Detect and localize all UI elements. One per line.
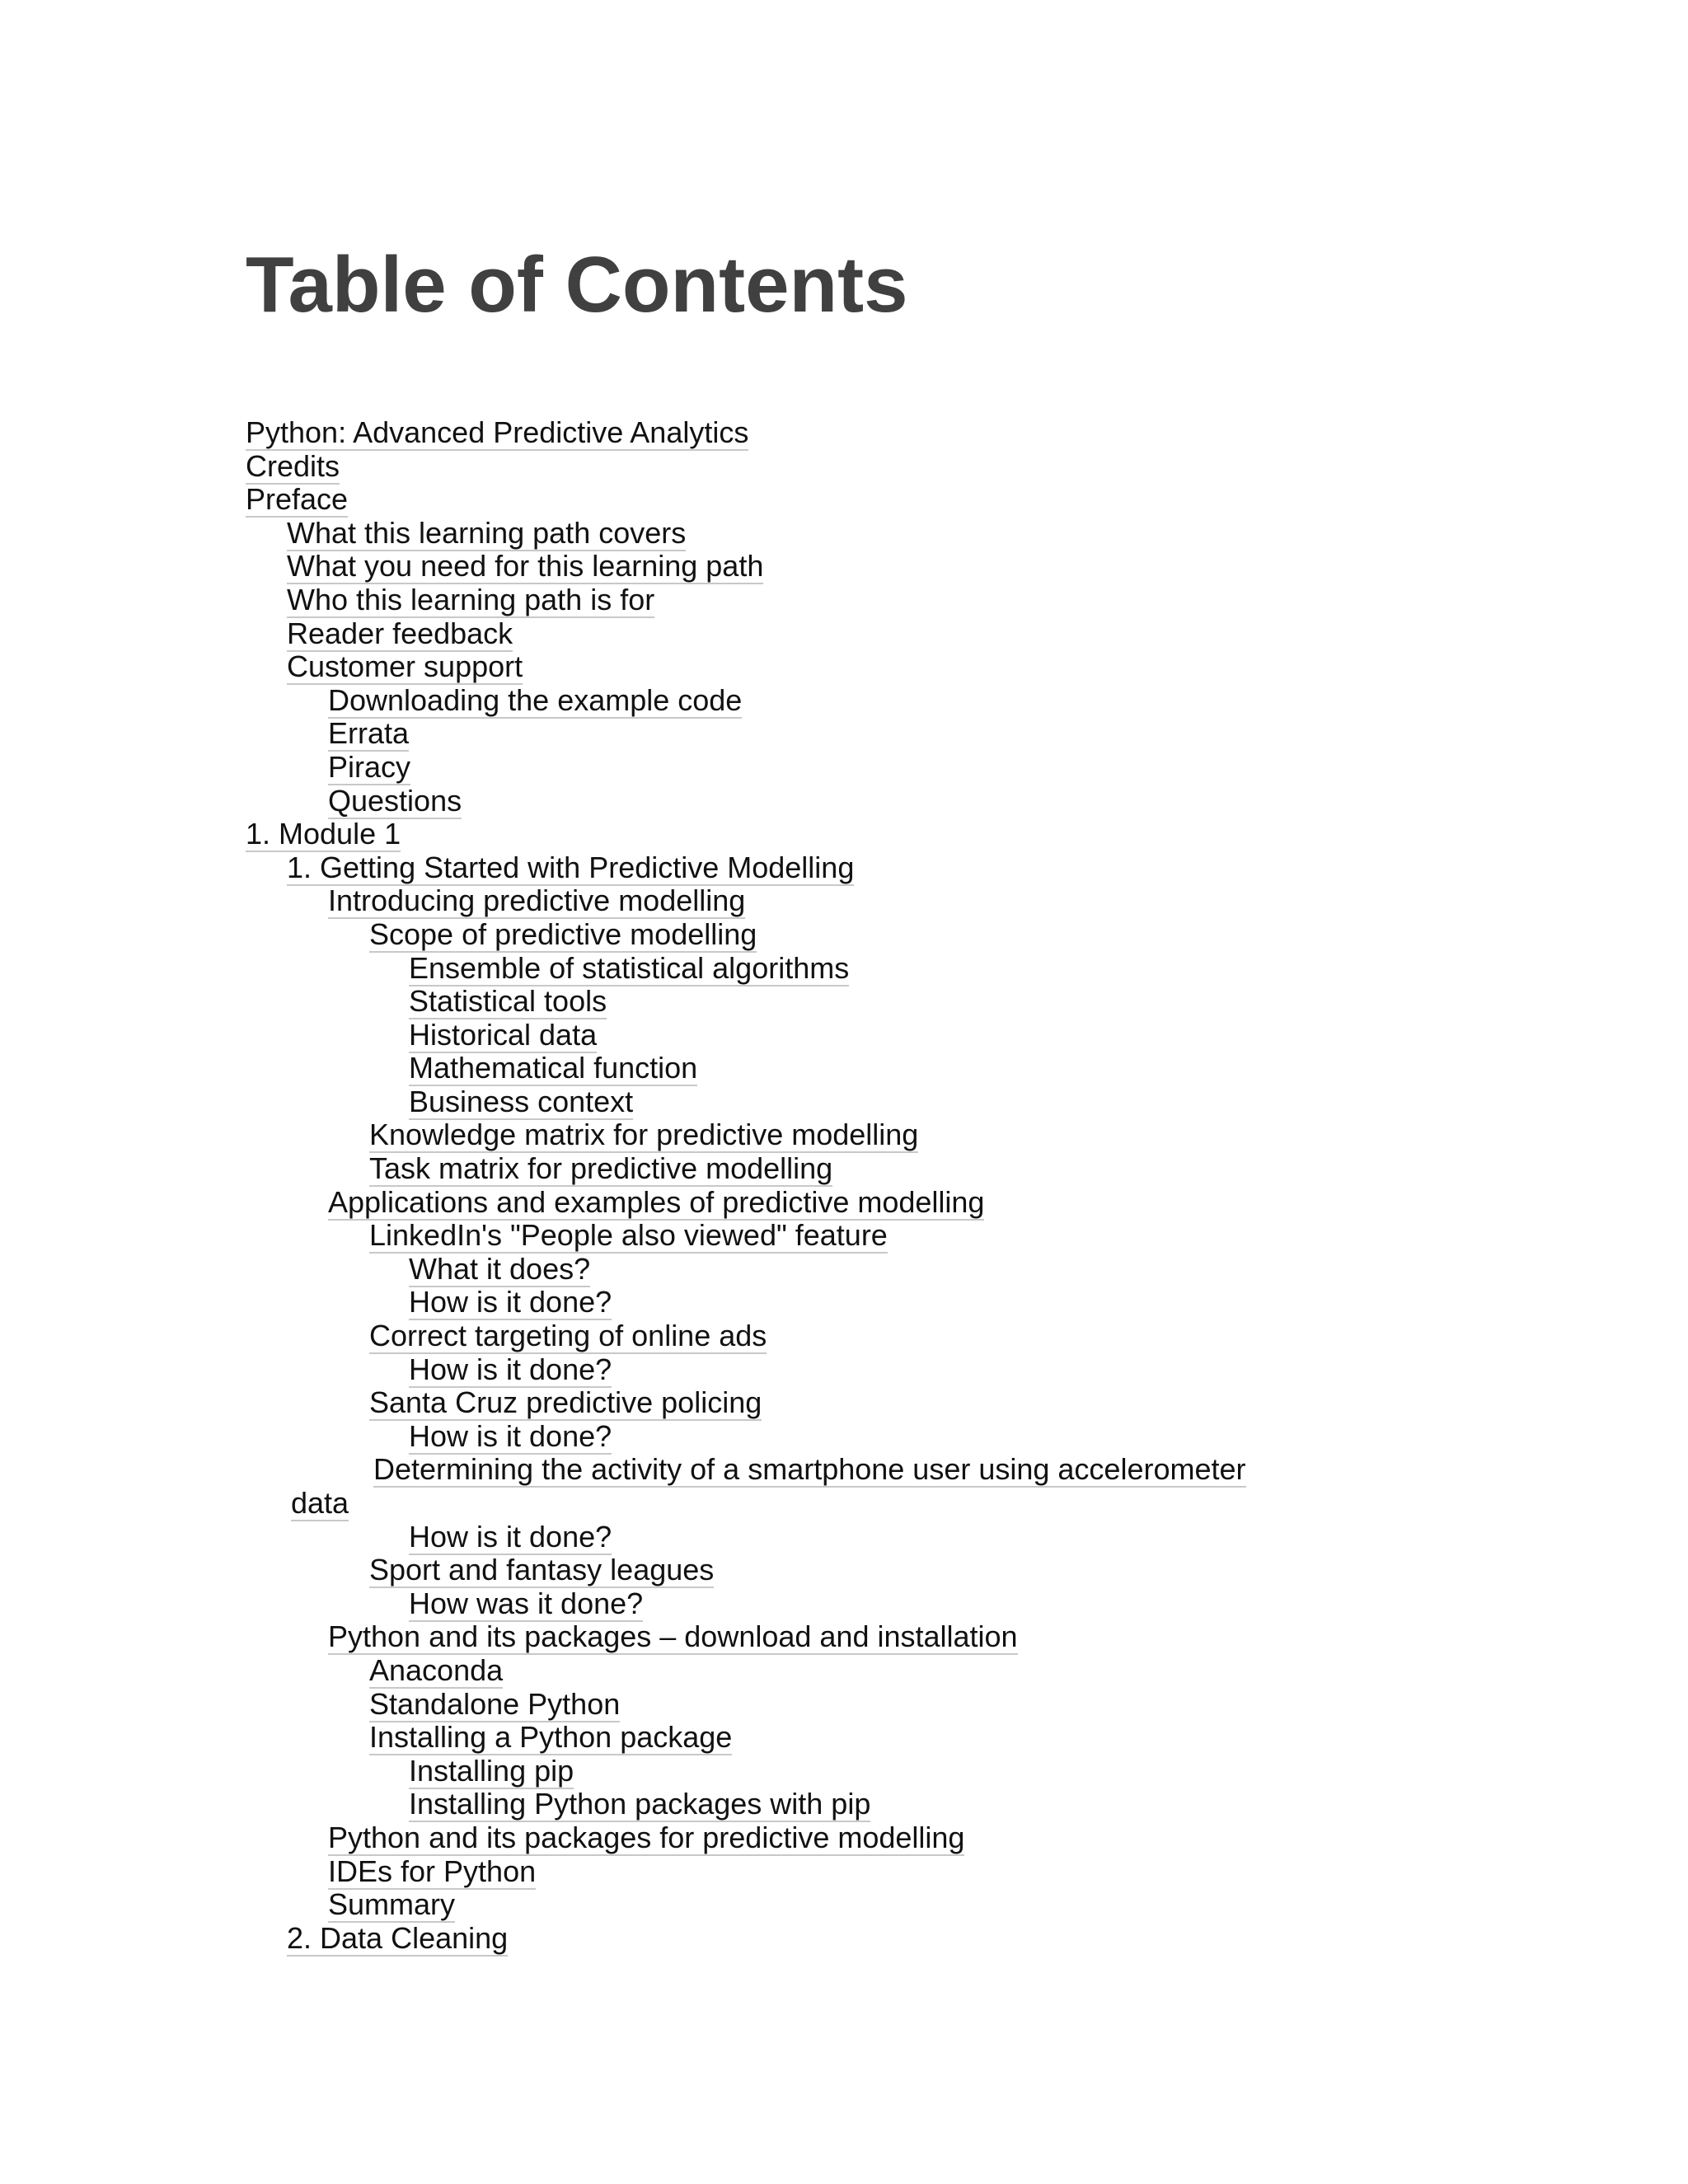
toc-entry [246,1085,1400,1119]
toc-entry [246,416,1400,450]
toc-link[interactable]: Sport and fantasy leagues [369,1553,715,1587]
toc-link[interactable]: Python and its packages for predictive modelling [328,1820,965,1854]
toc-entry [246,1052,1400,1085]
toc-link[interactable]: What you need for this learning path [287,549,764,583]
toc-link[interactable]: Installing pip [409,1753,574,1788]
toc-link[interactable]: Preface [246,482,349,517]
toc-entry [246,1319,1400,1353]
toc-link[interactable]: Installing Python packages with pip [409,1787,871,1821]
toc-link[interactable]: Historical data [409,1017,598,1052]
toc-link[interactable]: Ensemble of statistical algorithms [409,950,850,985]
toc-entry [246,985,1400,1019]
toc-link[interactable]: How was it done? [409,1586,644,1620]
toc-entry [246,1587,1400,1621]
toc-link[interactable]: Scope of predictive modelling [369,916,757,951]
toc-link[interactable]: Anaconda [369,1652,504,1687]
toc-link[interactable]: IDEs for Python [328,1854,537,1888]
toc-link[interactable]: 1. Module 1 [246,817,401,851]
toc-link[interactable]: Piracy [328,749,411,784]
toc-link[interactable]: Standalone Python [369,1686,621,1721]
toc-entry [246,918,1400,952]
toc-link[interactable]: Who this learning path is for [287,582,655,616]
toc-entry [246,650,1400,684]
toc-link[interactable]: Task matrix for predictive modelling [369,1151,833,1186]
toc-entry [246,1253,1400,1286]
toc-link[interactable]: 2. Data Cleaning [287,1920,509,1955]
toc-link[interactable]: Business context [409,1084,634,1118]
toc-entry [246,517,1400,551]
toc-link[interactable]: Customer support [287,649,523,684]
toc-entry [246,684,1400,718]
toc-entry [246,1721,1400,1755]
toc-entry [246,617,1400,651]
toc-entry [246,1219,1400,1253]
toc-entry [246,550,1400,583]
toc-link[interactable]: Mathematical function [409,1051,698,1085]
toc-link[interactable]: Correct targeting of online ads [369,1319,767,1353]
toc-link[interactable]: Applications and examples of predictive modelling [328,1184,985,1219]
toc-entry [246,1521,1400,1554]
toc-entry [246,450,1400,484]
toc-link[interactable]: How is it done? [409,1418,612,1453]
toc-link[interactable]: Downloading the example code [328,682,743,717]
toc-link[interactable]: How is it done? [409,1352,612,1386]
toc-entry [246,1620,1400,1654]
toc-link[interactable]: Statistical tools [409,984,607,1019]
toc-entry-wrap [246,1453,1309,1520]
toc-entry [246,1821,1400,1855]
toc-entry [246,884,1400,918]
toc-link[interactable]: Credits [246,448,340,483]
toc-entry [246,1420,1400,1454]
toc-link[interactable]: LinkedIn's "People also viewed" feature [369,1218,888,1253]
toc-entry [246,1755,1400,1788]
toc-link[interactable]: How is it done? [409,1285,612,1319]
toc-link[interactable]: Santa Cruz predictive policing [369,1385,762,1420]
toc-link[interactable]: Errata [328,716,410,751]
toc-link[interactable]: Introducing predictive modelling [328,883,746,918]
toc-list [246,416,1400,1955]
toc-entry [246,1118,1400,1152]
toc-entry [246,1353,1400,1387]
toc-link[interactable]: Python and its packages – download and installation [328,1619,1018,1654]
toc-entry [246,1554,1400,1587]
toc-entry [246,952,1400,986]
toc-entry [246,1922,1400,1956]
toc-entry [246,717,1400,751]
toc-entry [246,751,1400,785]
page-title: Table of Contents [246,241,908,329]
toc-link[interactable]: Knowledge matrix for predictive modelling [369,1118,919,1152]
toc-entry [246,1888,1400,1922]
toc-link[interactable]: Summary [328,1887,456,1922]
toc-entry [246,1186,1400,1220]
toc-link[interactable]: What this learning path covers [287,515,687,550]
toc-link[interactable]: How is it done? [409,1519,612,1554]
toc-link[interactable]: Python: Advanced Predictive Analytics [246,415,749,449]
toc-entry [246,483,1400,517]
toc-link[interactable]: Installing a Python package [369,1720,733,1755]
toc-link[interactable]: Determining the activity of a smartphone user using accelerometer data [291,1452,1246,1520]
toc-entry [246,1286,1400,1319]
toc-entry [246,851,1400,885]
toc-entry [246,1855,1400,1889]
toc-entry [246,1654,1400,1688]
toc-link[interactable]: Reader feedback [287,616,513,650]
toc-entry [246,1019,1400,1052]
toc-entry [246,1788,1400,1821]
toc-link[interactable]: 1. Getting Started with Predictive Modelling [287,850,855,884]
toc-entry [246,1453,1400,1520]
toc-link[interactable]: Questions [328,783,462,818]
toc-entry [246,818,1400,851]
toc-entry [246,1152,1400,1186]
toc-entry [246,785,1400,818]
toc-entry [246,1688,1400,1722]
toc-entry [246,583,1400,617]
toc-link[interactable]: What it does? [409,1251,591,1286]
toc-entry [246,1386,1400,1420]
